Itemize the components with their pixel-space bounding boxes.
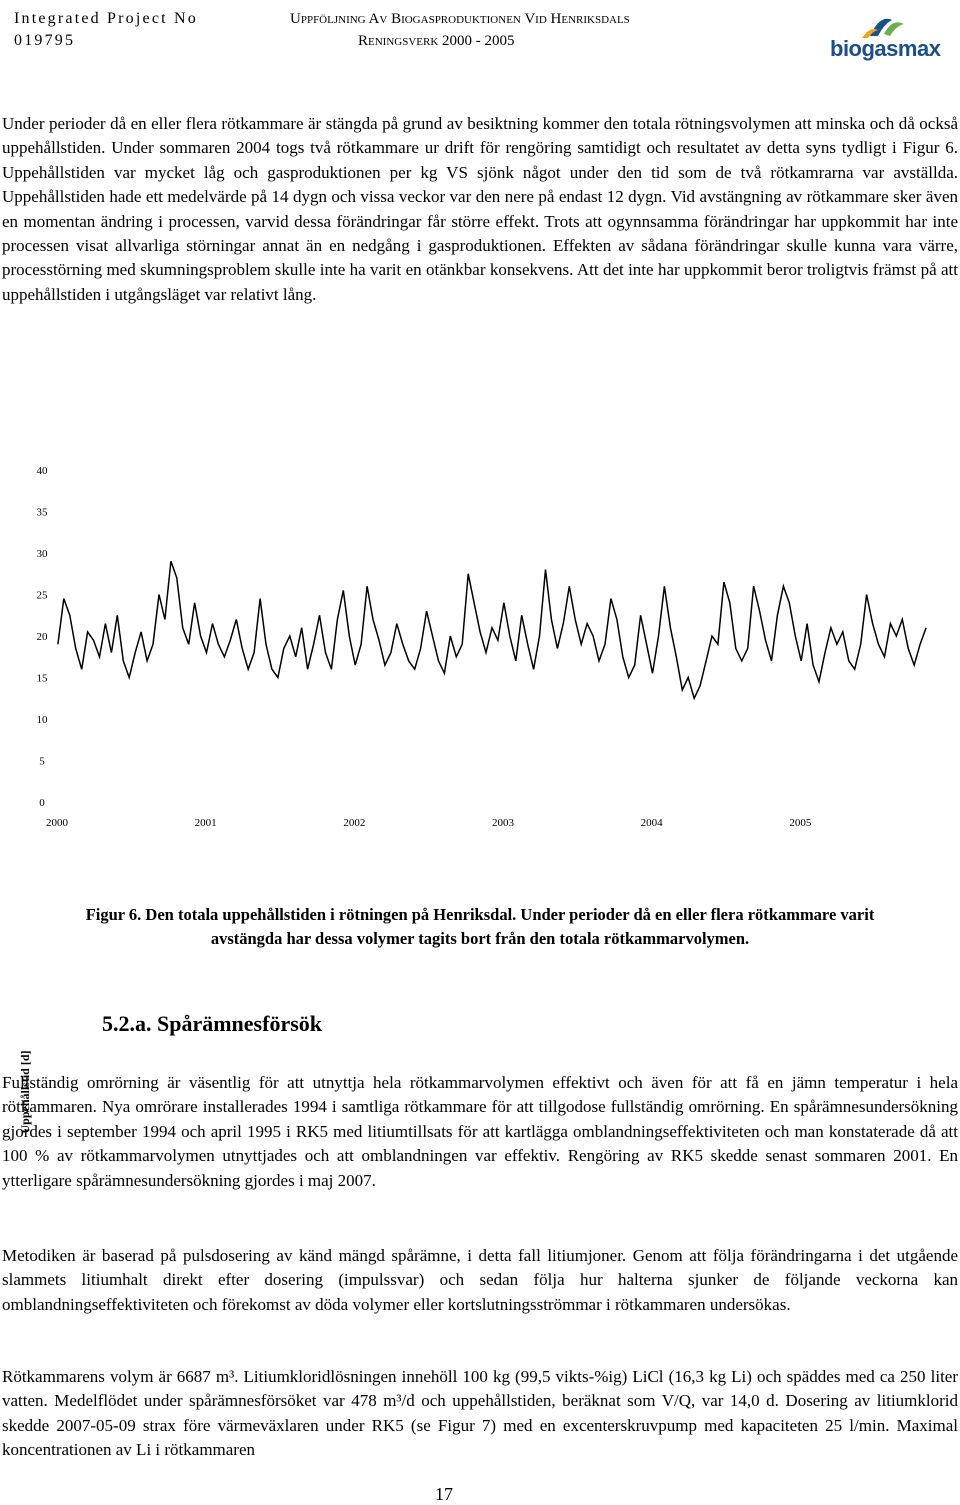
paragraph-2: Fullständig omrörning är väsentlig för att utnyttja hela rötkammarvolymen effektivt och även för att få en jämn temperatur i hela rötkammaren. Nya omrörare installerades 1994 i samtliga rötkammare för att tillgodose fullständig omrörning. En spårämnesundersökning gjordes i september 1994 och april 1995 i RK5 med litiumtillsats för att kartlägga omblandningseffektiviteten och man konstaterade då att 100 % av rötkammarvolymen utnyttjades och att omblandningen var effektiv. Rengöring av RK5 skedde senast sommaren 2001. En ytterligare spårämnesundersökning gjordes i maj 2007.	[2, 1073, 958, 1190]
header-project-line1: Integrated Project No	[14, 10, 198, 27]
header-project-line2: 019795	[14, 32, 76, 49]
y-tick-label: 20	[36, 631, 48, 643]
y-tick-label: 30	[36, 548, 48, 560]
header-title-line2: Reningsverk 2000 - 2005	[358, 33, 515, 49]
residence-time-line	[58, 561, 926, 698]
x-tick-label: 2001	[194, 817, 217, 829]
x-tick-label: 2002	[343, 817, 366, 829]
figure-caption-line2: avstängda har dessa volymer tagits bort från den totala rötkammarvolymen.	[210, 929, 750, 948]
y-tick-label: 35	[36, 506, 48, 519]
y-tick-label: 0	[39, 797, 45, 809]
y-tick-label: 15	[36, 672, 48, 685]
figure-caption-line1: Figur 6. Den totala uppehållstiden i rötningen på Henriksdal. Under perioder då en eller flera rötkammare varit	[85, 905, 875, 924]
section-heading: 5.2.a. Spårämnesförsök	[102, 1011, 323, 1036]
header-report-title	[290, 8, 630, 52]
x-tick-label: 2003	[492, 817, 514, 829]
header-project	[14, 8, 198, 52]
x-tick-label: 2004	[640, 817, 663, 829]
y-tick-label: 40	[36, 465, 48, 477]
paragraph-3: Metodiken är baserad på pulsdosering av känd mängd spårämne, i detta fall litiumjoner. Genom att följa förändringarna i det utgående slammets litiumhalt direkt efter dosering (impulssvar) och sedan följa hur halterna sjunker de följande veckorna kan omblandningseffektiviteten och förekomst av döda volymer eller kortslutningsströmmar i rötkammaren undersökas.	[2, 1246, 958, 1314]
x-tick-label: 2005	[789, 817, 812, 829]
paragraph-1: Under perioder då en eller flera rötkammare är stängda på grund av besiktning kommer den totala rötningsvolymen att minska och då också uppehållstiden. Under sommaren 2004 togs två rötkammare ur drift för rengöring samtidigt och resultatet av detta syns tydligt i Figur 6. Uppehållstiden var mycket låg och gasproduktionen per kg VS sjönk något under den tid som de två rötkamrarna var avställda. Uppehållstiden hade ett medelvärde på 14 dygn och vissa veckor var den nere på endast 12 dygn. Vid avstängning av rötkammare sker även en momentan ändring i processen, varvid dessa förändringar får större effekt. Trots att ogynnsamma förändringar har uppkommit har inte processen visat allvarliga störningar annat än en nedgång i gasproduktionen. Effekten av sådana förändringar skulle kunna vara värre, processtörning med skumningsproblem skulle inte ha varit en otänkbar konsekvens. Att det inte har uppkommit beror troligtvis främst på att uppehållstiden i utgångsläget var relativt lång.	[2, 114, 958, 304]
logo-text: biogasmax	[830, 36, 941, 61]
y-tick-label: 10	[36, 714, 48, 726]
header-title-line1: Uppföljning Av Biogasproduktionen Vid Henriksdals	[290, 11, 630, 27]
figure-caption	[0, 903, 960, 951]
page-number: 17	[435, 1484, 453, 1504]
biogasmax-logo	[800, 10, 950, 60]
y-axis-label: Uppehållstid [d]	[18, 1050, 32, 1134]
y-tick-label: 25	[36, 589, 48, 602]
x-tick-label: 2000	[46, 817, 68, 829]
paragraph-4: Rötkammarens volym är 6687 m³. Litiumkloridlösningen innehöll 100 kg (99,5 vikts-%ig) LiCl (16,3 kg Li) och späddes med ca 250 liter vatten. Medelflödet under spårämnesförsöket var 478 m³/d och uppehållstiden, beräknat som V/Q, var 14,0 d. Dosering av litiumklorid skedde 2007-05-09 strax före värmeväxlaren under RK5 (se Figur 7) med en excenterskruvpump med kapaciteten 25 l/min. Maximal koncentrationen av Li i rötkammaren	[2, 1367, 958, 1460]
y-tick-label: 5	[39, 755, 45, 768]
